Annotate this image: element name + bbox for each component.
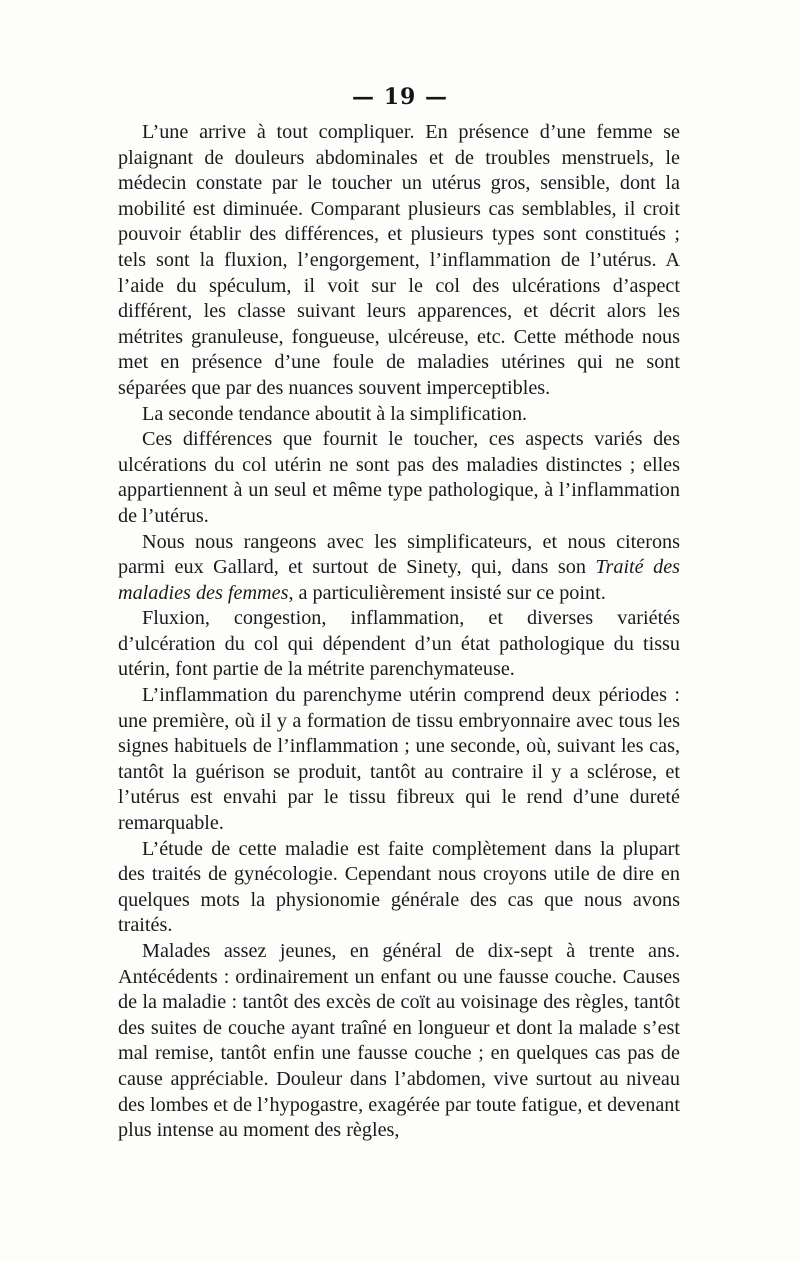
paragraph <box>118 120 680 402</box>
paragraph <box>118 837 680 939</box>
paragraph-text: Nous nous rangeons avec les simplificateurs, et nous citerons parmi eux Gallard, et surtout de Sinety, qui, dans son <box>118 530 680 579</box>
paragraph-text: Ces différences que fournit le toucher, ces aspects variés des ulcérations du col utérin ne sont pas des maladies distinctes ; elles appartiennent à un seul et même type pathologique, à l’inflammation de l’utérus. <box>118 428 680 527</box>
paragraph <box>118 939 680 1144</box>
paragraph <box>118 606 680 683</box>
italic-title-text: Traité des maladies des femmes <box>118 556 681 604</box>
paragraph <box>118 427 680 529</box>
page-text <box>118 120 680 1144</box>
paragraph-text: La seconde tendance aboutit à la simplification. <box>142 402 528 425</box>
paragraph-text: L’une arrive à tout compliquer. En présence d’une femme se plaignant de douleurs abdominales et de troubles menstruels, le médecin constate par le toucher un utérus gros, sensible, dont la mobilité est diminuée. Comparant plusieurs cas semblables, il croit pouvoir établir des différences, et plusieurs types sont constitués ; tels sont la fluxion, l’engorgement, l’inflammation de l’utérus. A l’aide du spéculum, il voit sur le col des ulcérations d’aspect différent, les classe suivant leurs apparences, et décrit alors les métrites granuleuse, fongueuse, ulcéreuse, etc. Cette méthode nous met en présence d’une foule de maladies utérines qui ne sont séparées que par des nuances souvent imperceptibles. <box>118 121 680 399</box>
paragraph-text: , a particulièrement insisté sur ce point. <box>288 581 606 604</box>
page-number: — 19 — <box>352 84 448 110</box>
paragraph <box>118 530 680 607</box>
paragraph-text: Malades assez jeunes, en général de dix-sept à trente ans. Antécédents : ordinairement un enfant ou une fausse couche. Causes de la maladie : tantôt des excès de coït au voisinage des règles, tantôt des suites de couche ayant traîné en longueur et dont la malade s’est mal remise, tantôt enfin une fausse couche ; en quelques cas pas de cause appréciable. Douleur dans l’abdomen, vive surtout au niveau des lombes et de l’hypogastre, exagérée par toute fatigue, et devenant plus intense au moment des règles, <box>118 940 680 1142</box>
paragraph-text: Fluxion, congestion, inflammation, et diverses variétés d’ulcération du col qui dépendent d’un état pathologique du tissu utérin, font partie de la métrite parenchymateuse. <box>118 607 680 681</box>
paragraph-text: L’étude de cette maladie est faite complètement dans la plupart des traités de gynécologie. Cependant nous croyons utile de dire en quelques mots la physionomie générale des cas que nous avons traités. <box>118 837 680 937</box>
paragraph <box>118 402 680 428</box>
paragraph-text: L’inflammation du parenchyme utérin comprend deux périodes : une première, où il y a formation de tissu embryonnaire avec tous les signes habituels de l’inflammation ; une seconde, où, suivant les cas, tantôt la guérison se produit, tantôt au contraire il y a sclérose, et l’utérus est envahi par le tissu fibreux qui le rend d’une dureté remarquable. <box>118 684 680 835</box>
paragraph <box>118 683 680 837</box>
